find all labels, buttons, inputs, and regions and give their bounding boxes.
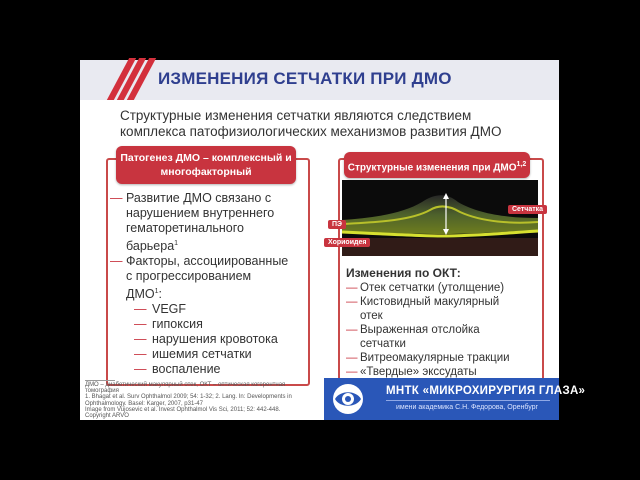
item-text: :	[158, 287, 162, 302]
item-line: нарушением внутреннего	[126, 206, 275, 220]
footnotes	[85, 382, 323, 419]
sub-item	[110, 362, 306, 377]
clinic-subtitle: имени академика С.Н. Федорова, Оренбург	[396, 404, 539, 411]
footnote-line: 1. Bhagat et al. Surv Ophthalmol 2009; 54: 1-32; 2. Lang. In: Developments in	[85, 394, 292, 401]
item-line	[126, 284, 306, 302]
sub-item-text: VEGF	[152, 302, 187, 317]
item-line: Отек сетчатки (утолщение)	[360, 282, 505, 294]
dash-bullet: —	[346, 324, 358, 336]
stripes-decoration	[116, 64, 150, 94]
retina-label: Сетчатка	[508, 205, 547, 214]
oct-changes-list	[346, 281, 536, 379]
footnote-ref: 1,2	[516, 161, 527, 168]
header-line: Патогенез ДМО – комплексный и	[120, 152, 292, 164]
intro-line: Структурные изменения сетчатки являются следствием	[120, 108, 472, 123]
item-line: Кистовидный макулярный	[360, 296, 500, 308]
header-text: Структурные изменения при ДМО	[347, 162, 517, 174]
header-line: многофакторный	[160, 166, 252, 178]
item-line: Витреомакулярные тракции	[360, 352, 510, 364]
structural-changes-header	[344, 152, 530, 178]
pathogenesis-list	[110, 191, 306, 377]
slide-title: ИЗМЕНЕНИЯ СЕТЧАТКИ ПРИ ДМО	[158, 69, 452, 88]
dash-bullet: —	[134, 362, 147, 377]
title-bar	[80, 60, 559, 100]
oct-scan-image	[342, 180, 538, 256]
item-line: с прогрессированием	[126, 269, 252, 284]
footnote-line: ДМО – диабетический макулярный отек, ОКТ – оптическая когерентная	[85, 382, 286, 388]
footnote-line: Copyright ARVO	[85, 413, 129, 420]
list-item	[110, 254, 306, 302]
pe-label: ПЭ	[328, 220, 346, 229]
eye-logo-icon	[332, 383, 364, 415]
item-line: гематоретинального	[126, 221, 244, 235]
sub-item-text: воспаление	[152, 362, 221, 377]
sub-item-text: нарушения кровотока	[152, 332, 278, 347]
intro-line: комплекса патофизиологических механизмов развития ДМО	[120, 124, 502, 139]
oct-scan-graphic	[342, 180, 538, 256]
sub-item	[110, 317, 306, 332]
item-text: барьера	[126, 239, 175, 254]
item-line: отек	[360, 310, 383, 322]
item-line: сетчатки	[360, 338, 406, 350]
sub-item-text: гипоксия	[152, 317, 203, 332]
list-item	[346, 295, 536, 323]
dash-bullet: —	[134, 302, 147, 317]
dash-bullet: —	[134, 317, 147, 332]
list-item	[110, 191, 306, 254]
sub-item	[110, 302, 306, 317]
dash-bullet: —	[346, 296, 358, 308]
banner-divider	[386, 400, 550, 401]
dash-bullet: —	[134, 347, 147, 362]
list-item	[346, 365, 536, 379]
item-line: Факторы, ассоциированные	[126, 254, 289, 269]
dash-bullet: —	[134, 332, 147, 347]
footnote-ref: 1	[174, 240, 179, 247]
list-item	[346, 281, 536, 295]
footnote-divider	[85, 380, 115, 381]
dash-bullet: —	[346, 352, 358, 364]
clinic-name: МНТК «МИКРОХИРУРГИЯ ГЛАЗА»	[386, 385, 586, 397]
list-item	[346, 323, 536, 351]
oct-changes-title: Изменения по ОКТ:	[346, 266, 461, 280]
footnote-ref: 1	[154, 288, 159, 296]
dash-bullet: —	[346, 366, 358, 378]
dash-bullet: —	[110, 254, 123, 269]
sub-item	[110, 332, 306, 347]
footnote-line: Image from Vujosevic et al. Invest Ophthalmol Vis Sci, 2011; 52: 442-448.	[85, 406, 281, 413]
clinic-banner	[324, 378, 586, 420]
sub-item	[110, 347, 306, 362]
sub-item-text: ишемия сетчатки	[152, 347, 252, 362]
choroid-label: Хориоидея	[324, 238, 370, 247]
pathogenesis-header	[116, 146, 296, 184]
slide	[80, 60, 586, 420]
dash-bullet: —	[346, 282, 358, 294]
item-text: ДМО	[126, 287, 155, 302]
dash-bullet: —	[110, 191, 123, 205]
item-line	[126, 236, 306, 254]
footnote-line: томография	[85, 388, 119, 395]
item-line: Развитие ДМО связано с	[126, 191, 272, 205]
intro-text	[120, 108, 550, 140]
item-line: Выраженная отслойка	[360, 324, 480, 336]
footnote-line: Ophthalmology. Basel: Karger, 2007, p31-47	[85, 400, 203, 407]
list-item	[346, 351, 536, 365]
item-line: «Твердые» экссудаты	[360, 366, 477, 378]
